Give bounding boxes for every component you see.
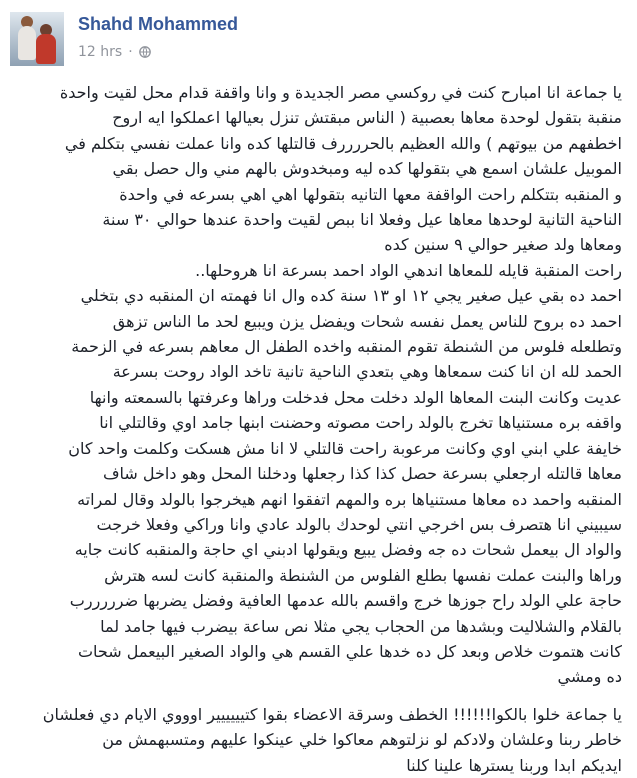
post-text-line: والواد ال بيعمل شحات ده جه وفضل يبيع ويقولها ادبني اي حاجة والمنقبه كانت جايه [74,540,622,560]
post-text-line: كانت هتموت خلاص وبعد كل ده خدها علي القسم هي والواد الصغير البيعمل شحات [77,641,622,661]
post-text-line: وراها والبنت عملت نفسها بطلع الفلوس من الشنطة والمنقبة كانت لسه هترش [104,565,622,585]
post-text-line: يا جماعة خلوا بالكوا!!!!!! الخطف وسرقة الاعضاء بقوا كتيييييير اوووي الايام دي فعلشان [42,704,622,724]
timestamp[interactable]: 12 hrs [78,44,123,60]
post-text-line: ايديكم ابدا وربنا يسترها علينا كلنا [406,755,622,775]
post-text-line: بالقلام والشلاليت وبشدها من الحجاب يجي مثلا نص ساعة بيضرب فيها جامد لما [100,616,622,636]
post-text-line: معاها قالتله ارجعلي بسرعة حصل كذا كذا رجعلها ودخلنا المحل وهو داخل شاف [102,464,622,484]
post-text-line: الناحية التانية لوحدها معاها عيل وفعلا انا ببص لقيت واحدة عندها حوالي ٣٠ سنة [102,210,622,230]
post-text-line: عديت وكانت البنت المعاها الولد دخلت محل فدخلت وراها وعرفتها بالسمعته وانها [89,387,622,407]
globe-icon[interactable] [139,46,151,58]
post-text-line: احمد ده بقي عيل صغير يجي ١٢ او ١٣ سنة كده وال انا فهمته ان المنقبه دي بتخلي [80,286,622,306]
post-paragraph [12,702,622,778]
post-text-line: الحمد لله ان انا كنت سمعاها وهي بتعدي الناحية تانية تاخد الواد روحت بسرعة [112,362,622,382]
post-text-line: المنقبه واحمد ده معاها مستنياها بره والمهم اتفقوا انهم هيخرجوا بالولد وقال لمراته [77,489,622,509]
author-name[interactable]: Shahd Mohammed [78,14,239,34]
post-text-line: يا جماعة انا امبارح كنت في روكسي مصر الجديدة و وانا واقفة قدام محل لقيت واحدة [59,83,622,102]
post-text-line: خاطر ربنا وعلشان ولادكم لو نزلتوهم معاكوا خلي عينكوا عليهم ومتسبهمش من [102,730,622,750]
post-text-line: واقفه بره مستنياها تخرج بالولد راحت مصوته وحضنت ابنها جامد اوي وقالتلي انا [99,413,622,433]
post-text-line: سيبيني انا هتصرف بس اخرجي انتي لوحدك بالولد عادي وانا وراكي وفعلا خرجت [96,514,622,534]
post-text-line: ومعاها ولد صغير حوالي ٩ سنين كده [384,235,622,255]
post-text-line: راحت المنقبة قايله للمعاها اندهي الواد احمد بسرعة انا هروحلها.. [195,260,622,280]
avatar[interactable] [10,12,64,66]
post-text-line: اخطفهم من بيوتهم ) والله العظيم بالحررررف قالتلها كده وانا عملت نفسي بتكلم في [64,133,622,153]
post-text-line: الموبيل علشان اسمع هي بتقولها كده ليه ومبخدوش بالهم مني وال حصل بقي [112,159,622,179]
post-paragraph [12,80,622,690]
post-text-line: و المنقبه بتتكلم راحت الواقفة معها التانيه بتقولها اهي اهي بسرعه في واحدة [119,184,622,204]
post-text-line: خايفة علي ابني اوي وكانت مرعوبة راحت قالتلي لا انا مش هسكت وكلمت واحد كان [68,438,622,458]
post-text-line: ده ومشي [557,667,622,687]
post-meta [78,44,151,60]
post-header [10,10,630,66]
meta-separator: · [128,44,133,60]
post-text-line: احمد ده بروح للناس يعمل نفسه شحات ويفضل يزن ويبيع لحد ما الناس تزهق [112,311,622,331]
post-text-line: حاجة علي الولد راح جوزها خرج واقسم بالله عدمها العافية وفضل يضربها ضرررررب [69,591,622,611]
post-text [12,80,622,778]
post-text-line: وتطلعله فلوس من الشنطة تقوم المنقبه واخده الطفل ال معاهم بسرعه في الزحمة [71,337,622,357]
post-text-line: منقبة بتقول لوحدة معاها بعصبية ( الناس مبقتش تنزل بعيالها اعملكوا ايه اروح [112,108,622,128]
